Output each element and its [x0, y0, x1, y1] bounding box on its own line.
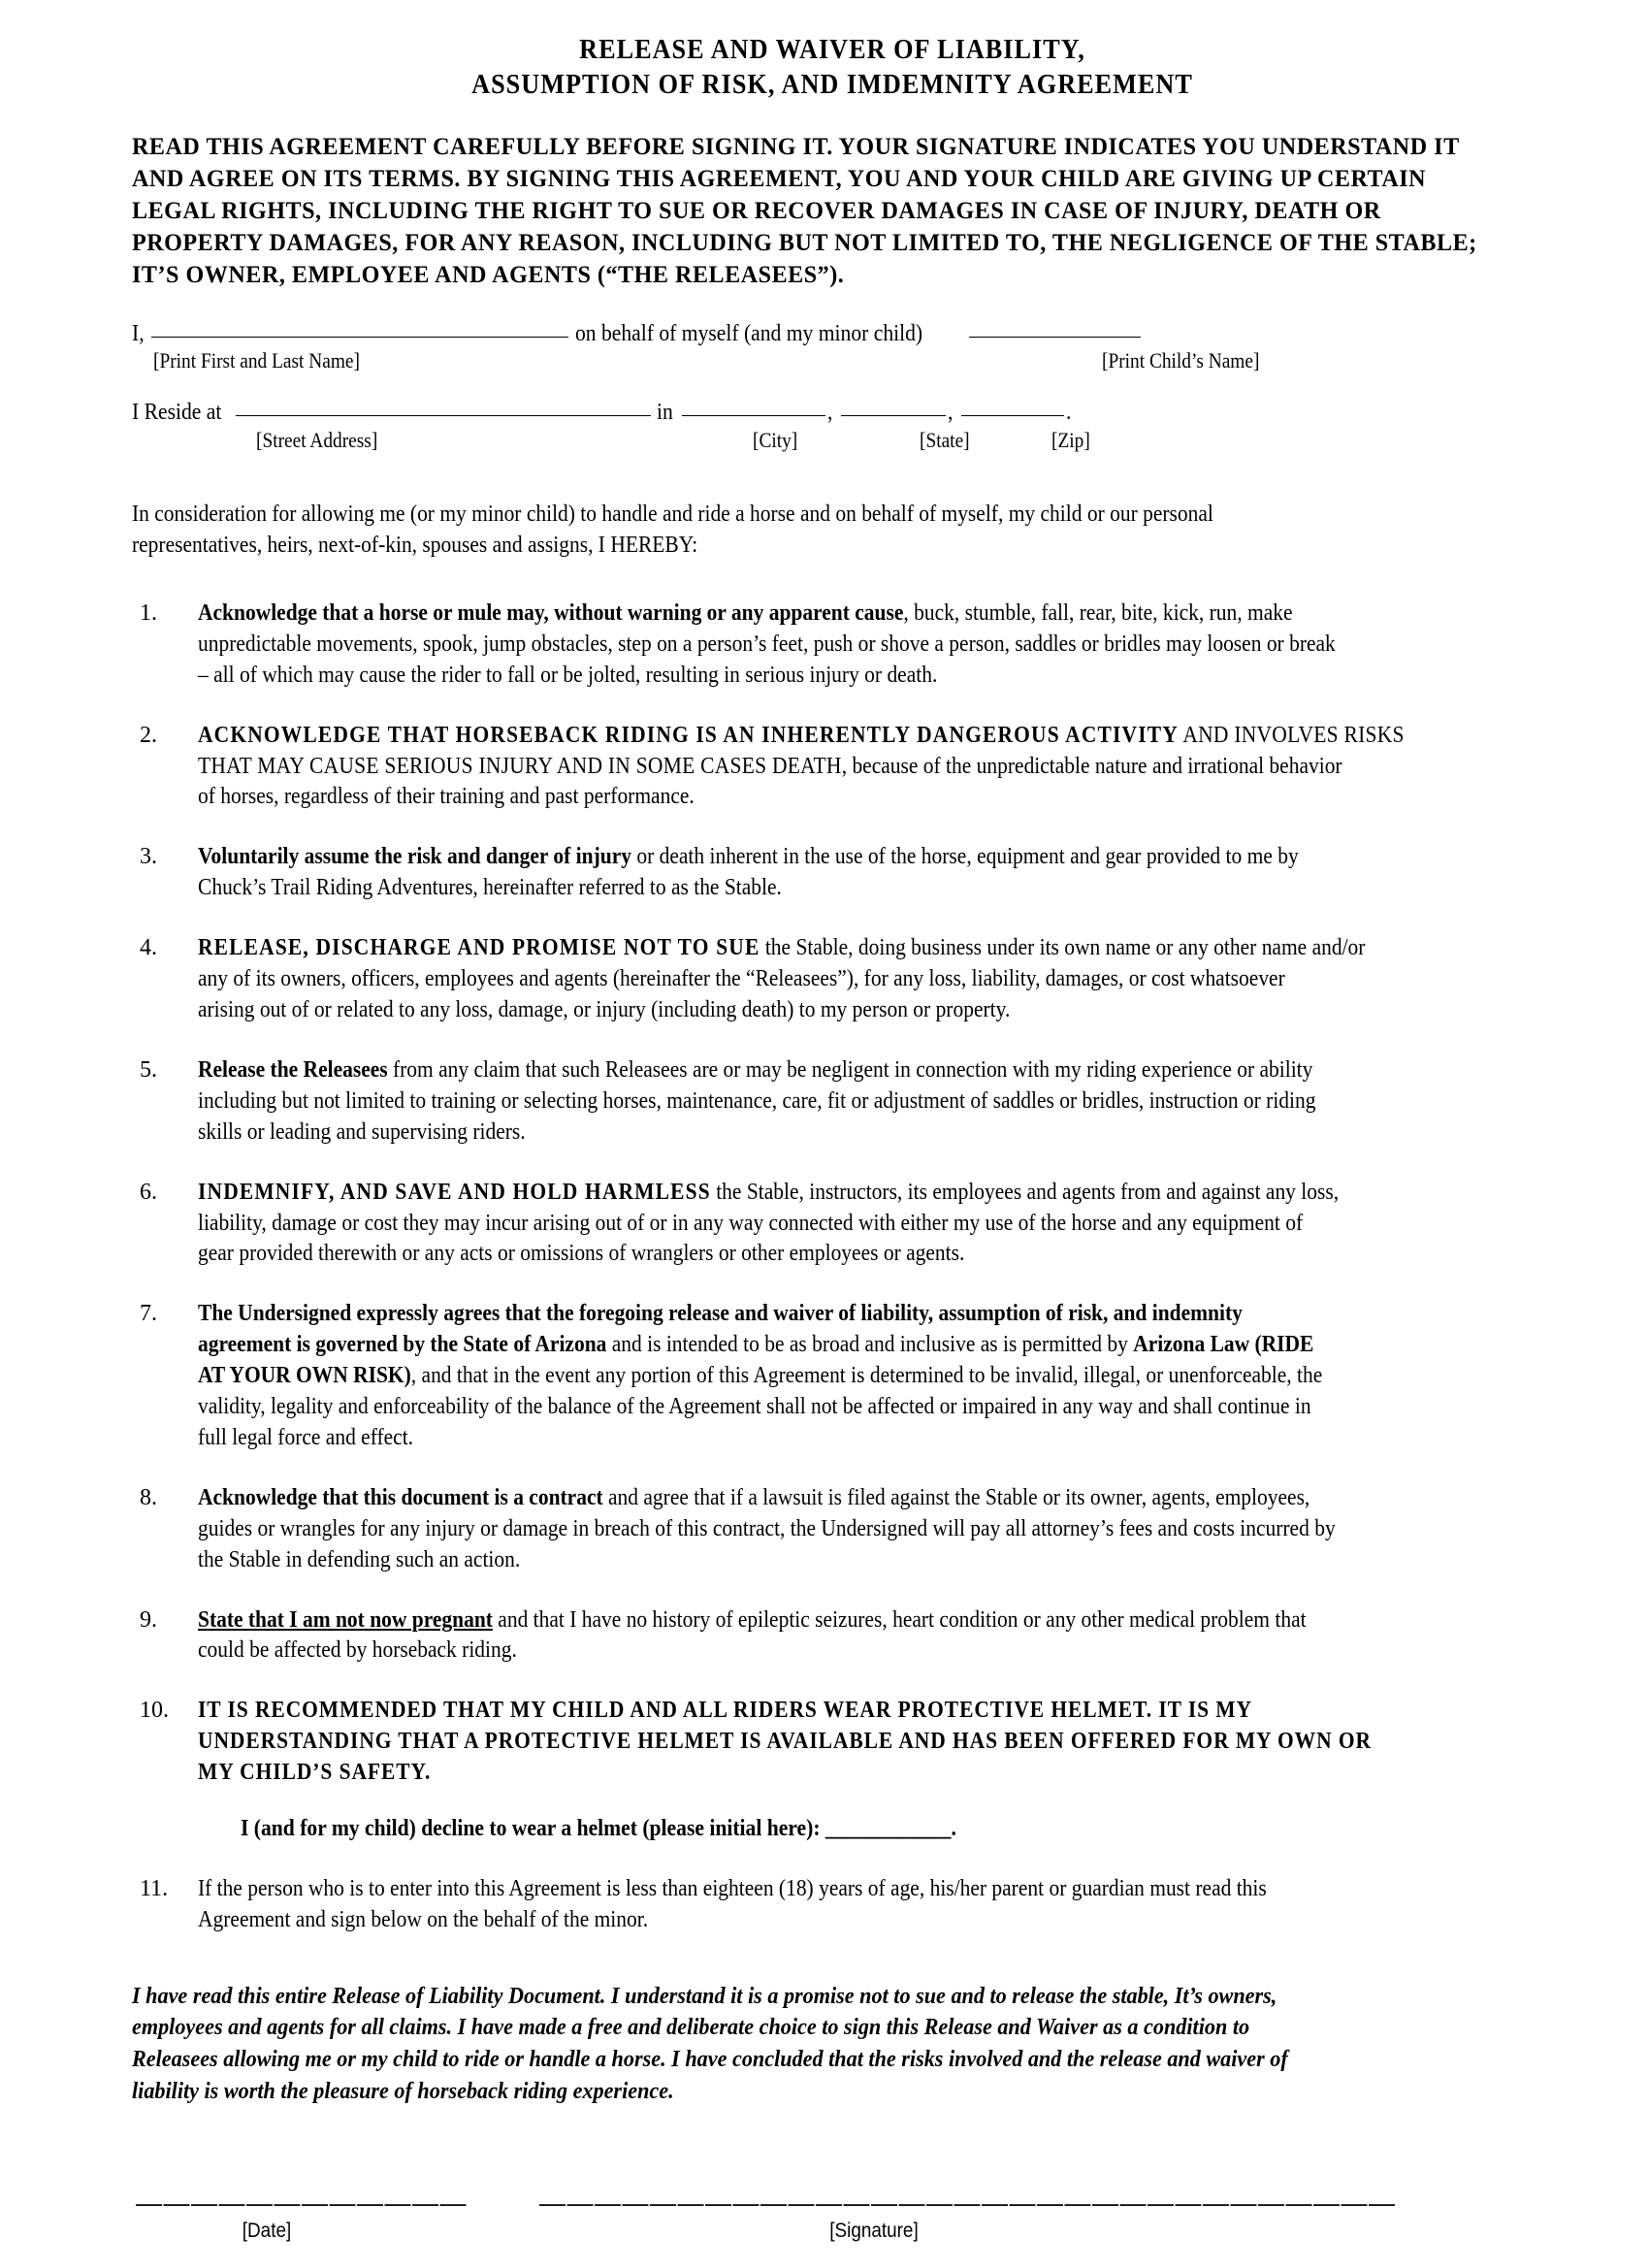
address-row-in: in — [656, 400, 673, 426]
clause-number: 4. — [140, 935, 157, 961]
clause-line — [198, 1545, 1393, 1576]
date-slot[interactable] — [136, 2190, 468, 2243]
clause-text-run: Arizona Law (RIDE — [1133, 1332, 1314, 1358]
clause-text-run: including but not limited to training or selecting horses, maintenance, care, fit or adjustment of saddles or bridles, instruction or riding — [198, 1087, 1316, 1114]
clause-line — [198, 1055, 1393, 1086]
clause-text-run: Acknowledge that this document is a contract — [198, 1484, 603, 1510]
caption-signature: [Signature] — [829, 2219, 919, 2243]
clause-line — [198, 1209, 1393, 1240]
city-input[interactable] — [682, 415, 825, 416]
clause-line — [198, 1239, 1393, 1270]
clause-text-run: the Stable, doing business under its own name or any other name and/or — [760, 935, 1366, 961]
closing-statement — [132, 1981, 1533, 2107]
signature-block — [132, 2190, 1533, 2268]
clause-number: 9. — [140, 1606, 157, 1633]
clause-item-2 — [132, 721, 1533, 814]
clause-number: 3. — [140, 844, 157, 870]
name-captions — [132, 348, 1533, 377]
clause-text-run: Acknowledge that a horse or mule may, without warning or any apparent cause — [198, 599, 904, 626]
helmet-decline-period: . — [951, 1816, 956, 1842]
clause-text-run: Voluntarily assume the risk and danger of injury — [198, 844, 631, 870]
clause-line — [198, 1086, 1393, 1118]
address-comma-2: , — [948, 400, 954, 426]
caption-date: [Date] — [242, 2219, 292, 2243]
clause-text-run: unpredictable movements, spook, jump obstacles, step on a person’s feet, push or shove a person, saddles or bridles may loosen or break — [198, 631, 1336, 657]
clause-item-9 — [132, 1605, 1533, 1668]
clause-item-5 — [132, 1055, 1533, 1149]
clause-line — [198, 1118, 1393, 1149]
clause-item-4 — [132, 933, 1533, 1026]
clause-line — [198, 1636, 1393, 1667]
clause-number: 7. — [140, 1301, 157, 1327]
clause-text-run: Chuck’s Trail Riding Adventures, hereinafter referred to as the Stable. — [198, 875, 782, 901]
clause-line — [198, 1727, 1393, 1758]
clause-line — [198, 1330, 1393, 1361]
clause-line — [198, 1178, 1393, 1209]
clause-line — [198, 842, 1393, 873]
clause-number: 5. — [140, 1056, 157, 1083]
helmet-initial-input[interactable]: ____________ — [824, 1816, 952, 1842]
clause-line — [198, 1605, 1393, 1636]
closing-line-1: I have read this entire Release of Liability Document. I understand it is a promise not to sue and to release the stable, It’s owners, — [132, 1982, 1277, 2009]
consideration-line-2: representatives, heirs, next-of-kin, spouses and assigns, I HEREBY: — [132, 533, 698, 559]
clause-line — [198, 1423, 1393, 1454]
name-fill-block — [132, 320, 1533, 378]
clause-text-run: UNDERSTANDING THAT A PROTECTIVE HELMET IS AVAILABLE AND HAS BEEN OFFERED FOR MY OWN OR — [198, 1729, 1372, 1755]
closing-line-2: employees and agents for all claims. I have made a free and deliberate choice to sign this Release and Waiver as a condition to — [132, 2014, 1250, 2041]
address-period: . — [1066, 400, 1072, 426]
name-row — [132, 320, 1533, 348]
helmet-decline-line — [241, 1814, 1533, 1845]
clause-text-run: and that I have no history of epileptic seizures, heart condition or any other medical problem that — [492, 1606, 1307, 1633]
clause-text-run: MY CHILD’S SAFETY. — [198, 1760, 432, 1786]
intro-line-4: PROPERTY DAMAGES, FOR ANY REASON, INCLUDING BUT NOT LIMITED TO, THE NEGLIGENCE OF THE STABLE; — [132, 228, 1477, 257]
clause-line — [198, 933, 1393, 964]
clause-item-10 — [132, 1696, 1533, 1845]
clause-text-run: AT YOUR OWN RISK) — [198, 1363, 411, 1389]
clause-text-run: , buck, stumble, fall, rear, bite, kick, run, make — [903, 599, 1293, 626]
intro-warning-block — [132, 130, 1533, 291]
closing-line-3: Releasees allowing me or my child to ride or handle a horse. I have concluded that the risks involved and the release and waiver of — [132, 2045, 1288, 2072]
signature-slot[interactable] — [539, 2190, 1397, 2243]
clause-line — [198, 1696, 1393, 1727]
clause-line — [198, 661, 1393, 692]
clause-number: 2. — [140, 722, 157, 748]
signature-line[interactable]: ——————————————————————————————— — [539, 2188, 1397, 2219]
caption-zip: [Zip] — [1051, 428, 1090, 453]
clause-text-run: of horses, regardless of their training and past performance. — [198, 784, 695, 810]
address-fill-block — [132, 399, 1533, 457]
clause-text-run: agreement is governed by the State of Arizona — [198, 1332, 607, 1358]
page-title — [188, 33, 1476, 103]
clause-text-run: full legal force and effect. — [198, 1424, 414, 1450]
intro-line-5: IT’S OWNER, EMPLOYEE AND AGENTS (“THE RELEASEES”). — [132, 260, 845, 289]
clause-text-run: liability, damage or cost they may incur arising out of or in any way connected with either my use of the horse and any equipment of — [198, 1210, 1304, 1236]
clause-text-run: skills or leading and supervising riders. — [198, 1118, 526, 1145]
clause-text-run: arising out of or related to any loss, damage, or injury (including death) to my person or property. — [198, 996, 1011, 1022]
clause-line — [198, 1392, 1393, 1423]
street-address-input[interactable] — [236, 415, 651, 416]
clause-line — [198, 964, 1393, 995]
clause-text-run: INDEMNIFY, AND SAVE AND HOLD HARMLESS — [198, 1179, 711, 1205]
clause-text-run: and agree that if a lawsuit is filed against the Stable or its owner, agents, employees, — [602, 1484, 1310, 1510]
name-row-middle: on behalf of myself (and my minor child) — [575, 320, 923, 346]
title-line-2: ASSUMPTION OF RISK, AND IMDEMNITY AGREEMENT — [471, 69, 1193, 100]
clause-text-run: Release the Releasees — [198, 1056, 388, 1083]
clause-item-8 — [132, 1483, 1533, 1576]
print-name-input[interactable] — [151, 337, 568, 338]
clause-text-run: guides or wrangles for any injury or damage in breach of this contract, the Undersigned will pay all attorney’s fees and costs incurred by — [198, 1515, 1336, 1541]
clause-text-run: THAT MAY CAUSE SERIOUS INJURY AND IN SOME CASES DEATH — [198, 753, 842, 779]
clause-text-run: the Stable in defending such an action. — [198, 1546, 521, 1572]
intro-line-2: AND AGREE ON ITS TERMS. BY SIGNING THIS AGREEMENT, YOU AND YOUR CHILD ARE GIVING UP CERTAIN — [132, 163, 1427, 192]
clause-line — [198, 1905, 1393, 1936]
clause-text-run: could be affected by horseback riding. — [198, 1637, 517, 1664]
intro-line-3: LEGAL RIGHTS, INCLUDING THE RIGHT TO SUE OR RECOVER DAMAGES IN CASE OF INJURY, DEATH OR — [132, 196, 1381, 225]
name-row-lead: I, — [132, 320, 145, 346]
clause-line — [198, 995, 1393, 1026]
clause-number: 6. — [140, 1179, 157, 1205]
clause-text-run: The Undersigned expressly agrees that the foregoing release and waiver of liability, assumption of risk, and indemnity — [198, 1301, 1243, 1327]
consideration-line-1: In consideration for allowing me (or my minor child) to handle and ride a horse and on behalf of myself, my child or our personal — [132, 502, 1213, 528]
clause-line — [198, 752, 1393, 783]
clause-line — [198, 1514, 1393, 1545]
title-line-1: RELEASE AND WAIVER OF LIABILITY, — [579, 35, 1085, 65]
intro-line-1: READ THIS AGREEMENT CAREFULLY BEFORE SIGNING IT. YOUR SIGNATURE INDICATES YOU UNDERSTAND IT — [132, 131, 1460, 160]
caption-child-name: [Print Child’s Name] — [1102, 348, 1260, 373]
clause-text-run: and is intended to be as broad and inclusive as is permitted by — [606, 1332, 1134, 1358]
clause-text-run: , and that in the event any portion of this Agreement is determined to be invalid, illegal, or unenforceable, the — [410, 1363, 1323, 1389]
caption-city: [City] — [753, 428, 798, 453]
closing-line-4: liability is worth the pleasure of horseback riding experience. — [132, 2077, 674, 2104]
clause-text-run: gear provided therewith or any acts or omissions of wranglers or other employees or agents. — [198, 1241, 965, 1267]
caption-print-name: [Print First and Last Name] — [153, 348, 360, 373]
helmet-decline-inner — [241, 1814, 956, 1845]
clause-line — [198, 782, 1393, 813]
clause-line — [198, 873, 1393, 904]
clause-item-7 — [132, 1299, 1533, 1454]
clause-number: 1. — [140, 599, 157, 626]
clause-text-run: RELEASE, DISCHARGE AND PROMISE NOT TO SUE — [198, 935, 760, 961]
clause-line — [198, 630, 1393, 661]
clause-item-1 — [132, 599, 1533, 692]
clause-line — [198, 1361, 1393, 1392]
zip-input[interactable] — [961, 415, 1064, 416]
clause-text-run: , because of the unpredictable nature and irrational behavior — [841, 753, 1342, 779]
clause-text-run: ACKNOWLEDGE THAT HORSEBACK RIDING IS AN INHERENTLY DANGEROUS ACTIVITY — [198, 722, 1179, 748]
clause-line — [198, 721, 1405, 752]
helmet-decline-text: I (and for my child) decline to wear a helmet (please initial here): — [241, 1816, 821, 1842]
clause-text-run: IT IS RECOMMENDED THAT MY CHILD AND ALL RIDERS WEAR PROTECTIVE HELMET. IT IS MY — [198, 1698, 1252, 1724]
caption-state: [State] — [920, 428, 970, 453]
state-input[interactable] — [841, 415, 946, 416]
clause-text-run: from any claim that such Releasees are or may be negligent in connection with my riding experience or ability — [387, 1056, 1313, 1083]
clause-number: 8. — [140, 1484, 157, 1510]
clause-line — [198, 1483, 1393, 1514]
clause-item-6 — [132, 1178, 1533, 1271]
clause-text-run: any of its owners, officers, employees and agents (hereinafter the “Releasees”), for any loss, liability, damages, or cost whatsoever — [198, 966, 1285, 992]
clause-text-run: validity, legality and enforceability of the balance of the Agreement shall not be affected or impaired in any way and shall continue in — [198, 1394, 1311, 1420]
address-comma-1: , — [827, 400, 833, 426]
address-row-lead: I Reside at — [132, 400, 222, 426]
clause-text-run: If the person who is to enter into this Agreement is less than eighteen (18) years of age, his/her parent or guardian must read this — [198, 1876, 1267, 1902]
caption-street-address: [Street Address] — [256, 428, 378, 453]
clause-number: 11. — [140, 1876, 169, 1902]
clause-line — [198, 1299, 1393, 1330]
clause-text-run: or death inherent in the use of the horse, equipment and gear provided to me by — [630, 844, 1299, 870]
clause-line — [198, 1874, 1393, 1905]
clause-item-11 — [132, 1874, 1533, 1936]
clause-text-run: Agreement and sign below on the behalf of the minor. — [198, 1906, 649, 1932]
clause-text-run: AND INVOLVES RISKS — [1178, 722, 1405, 748]
clause-item-3 — [132, 842, 1533, 904]
clause-line — [198, 1758, 1393, 1789]
address-row — [132, 399, 1533, 427]
consideration-paragraph — [132, 500, 1533, 562]
clause-text-run: State that I am not now pregnant — [198, 1606, 493, 1633]
child-name-input[interactable] — [969, 337, 1141, 338]
clause-list — [132, 599, 1533, 1936]
clause-line — [198, 599, 1393, 630]
address-captions — [132, 428, 1533, 457]
clause-text-run: the Stable, instructors, its employees and agents from and against any loss, — [710, 1179, 1340, 1205]
clause-text-run: – all of which may cause the rider to fall or be jolted, resulting in serious injury or death. — [198, 662, 938, 688]
date-line[interactable]: ———————————— — [136, 2188, 468, 2219]
clause-number: 10. — [140, 1698, 169, 1724]
